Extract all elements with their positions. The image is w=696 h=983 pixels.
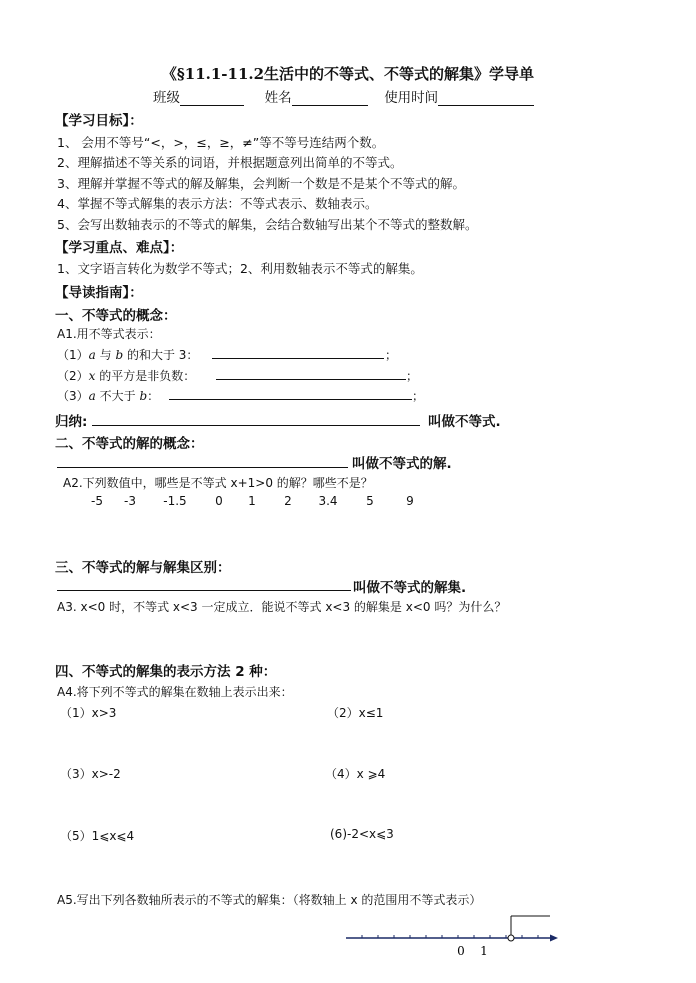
q1-text: 与: [95, 348, 116, 362]
a4-item: （4）x ⩾4: [325, 767, 386, 781]
part3-heading: 三、不等式的解与解集区别：: [55, 560, 231, 576]
goals-heading: 【学习目标】：: [55, 113, 143, 129]
q2-number: （2）: [57, 369, 89, 383]
value: 1: [248, 494, 256, 508]
q3-text: ：: [147, 389, 160, 403]
time-blank[interactable]: [438, 91, 534, 106]
class-blank[interactable]: [180, 91, 244, 106]
part4-heading: 四、不等式的解集的表示方法 2 种：: [55, 664, 277, 680]
a4-prompt: A4.将下列不等式的解集在数轴上表示出来：: [57, 685, 293, 699]
axis-label-1: 1: [480, 944, 488, 958]
q3-semicolon: ；: [412, 389, 425, 403]
summary-label: 归纳:: [55, 414, 88, 430]
a1-prompt: A1.用不等式表示：: [57, 327, 161, 341]
value: 0: [215, 494, 223, 508]
var-x: x: [88, 369, 96, 383]
a2-values: [80, 494, 430, 508]
value: 2: [284, 494, 292, 508]
focus-text: 1、文字语言转化为数学不等式；2、利用数轴表示不等式的解集。: [57, 261, 423, 276]
value: 5: [366, 494, 374, 508]
number-line-figure: [340, 910, 570, 968]
q1-semicolon: ；: [385, 348, 398, 362]
q3-text: 不大于: [95, 389, 140, 403]
var-b: b: [115, 348, 124, 362]
a2-prompt: A2.下列数值中，哪些是不等式 x+1>0 的解？哪些不是？: [63, 476, 373, 490]
q1-text: 的和大于 3：: [123, 348, 199, 362]
guide-heading: 【导读指南】：: [55, 285, 143, 301]
page-title: 《§11.1-11.2生活中的不等式、不等式的解集》学导单: [161, 65, 535, 83]
student-info: [153, 86, 534, 106]
focus-heading: 【学习重点、难点】：: [55, 240, 184, 256]
goal-item: 3、理解并掌握不等式的解及解集，会判断一个数是不是某个不等式的解。: [57, 176, 465, 191]
part2-heading: 二、不等式的解的概念：: [55, 436, 204, 452]
value: -5: [91, 494, 103, 508]
a4-item: （1）x>3: [60, 706, 117, 720]
value: 9: [406, 494, 414, 508]
a3-prompt: A3. x<0 时，不等式 x<3 一定成立．能说不等式 x<3 的解集是 x<0 吗？为什么？: [57, 600, 507, 614]
q3-number: （3）: [57, 389, 89, 403]
class-label: 班级: [153, 90, 180, 106]
summary-answer-line[interactable]: [92, 425, 420, 426]
part3-tail: 叫做不等式的解集.: [353, 580, 467, 596]
q2-semicolon: ；: [406, 369, 419, 383]
number-line-arrow: [550, 935, 558, 942]
a4-item: (6)-2<x⩽3: [330, 827, 394, 841]
goal-item: 1、 会用不等号“<，>，≤，≥，≠”等不等号连结两个数。: [57, 135, 385, 150]
q2-text: 的平方是非负数：: [95, 369, 196, 383]
name-label: 姓名: [264, 90, 292, 106]
a4-item: （5）1⩽x⩽4: [60, 829, 135, 843]
time-label: 使用时间: [384, 90, 439, 106]
axis-label-0: 0: [457, 944, 465, 958]
part3-answer-line[interactable]: [57, 590, 351, 591]
a5-prompt: A5.写出下列各数轴所表示的不等式的解集：（将数轴上 x 的范围用不等式表示）: [57, 893, 482, 907]
var-b: b: [139, 389, 148, 403]
summary-tail: 叫做不等式.: [428, 414, 501, 430]
q3: [57, 387, 159, 404]
value: 3.4: [318, 494, 338, 508]
goal-item: 5、会写出数轴表示的不等式的解集，会结合数轴写出某个不等式的整数解。: [57, 217, 478, 232]
goal-item: 2、理解描述不等关系的词语，并根据题意列出简单的不等式。: [57, 155, 403, 170]
q1: [57, 346, 198, 363]
value: -3: [124, 494, 136, 508]
a4-item: （3）x>-2: [60, 767, 121, 781]
var-a: a: [88, 389, 96, 403]
part2-tail: 叫做不等式的解.: [352, 456, 452, 472]
value: -1.5: [163, 494, 187, 508]
q1-number: （1）: [57, 348, 89, 362]
name-blank[interactable]: [292, 91, 368, 106]
goal-item: 4、掌握不等式解集的表示方法：不等式表示、数轴表示。: [57, 196, 378, 211]
q3-answer-line[interactable]: [169, 399, 412, 400]
var-a: a: [88, 348, 96, 362]
open-endpoint: [508, 935, 514, 941]
q2-answer-line[interactable]: [216, 379, 406, 380]
part2-answer-line[interactable]: [57, 467, 348, 468]
a4-item: （2）x≤1: [327, 706, 384, 720]
q2: [57, 367, 195, 384]
part1-heading: 一、不等式的概念：: [55, 308, 177, 324]
q1-answer-line[interactable]: [212, 358, 384, 359]
